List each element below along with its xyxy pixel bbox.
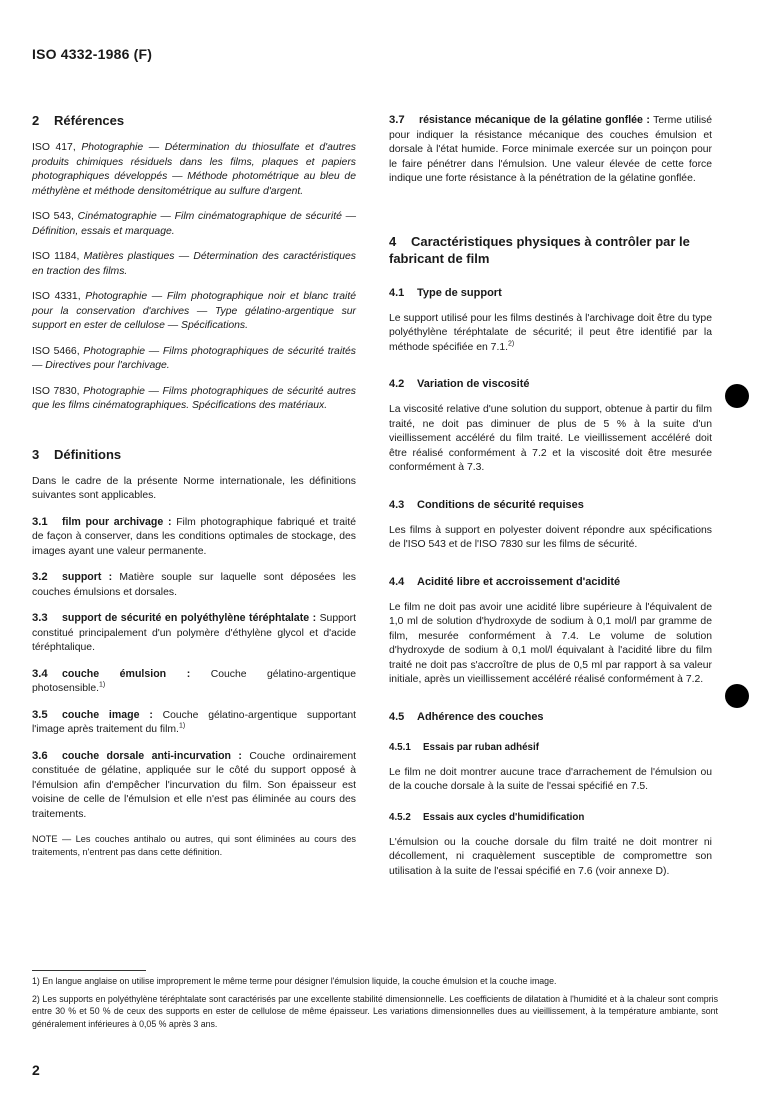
subsection-4-1-text: Le support utilisé pour les films destinés à l'archivage doit être du type polyéthylène téréphtalate de sécurité; il peut être identifié par la méthode spécifiée en 7.1.$^{2)}$: [389, 312, 712, 353]
section-number: 2: [32, 113, 40, 128]
subsection-4-3-heading: 4.3 Conditions de sécurité requises: [389, 498, 584, 511]
definition-3-5: 3.5 couche image : Couche gélatino-argentique supportant l'image après traitement du film.$^{1)}$: [32, 708, 357, 735]
definitions-intro: Dans le cadre de la présente Norme internationale, les définitions suivantes sont applicables.: [32, 475, 356, 501]
reference-iso-4331: ISO 4331, Photographie — Film photographique noir et blanc traité pour la conservation d'archives — Type gélatino-argentique sur support en ester de cellulose — Spécifications.: [32, 291, 356, 331]
definition-3-2: 3.2 support : Matière souple sur laquelle sont déposées les couches émulsions et dorsales.: [32, 571, 356, 598]
reference-iso-7830: ISO 7830, Photographie — Films photographiques de sécurité autres que les films cinématographiques. Spécifications des matériaux.: [32, 385, 356, 411]
page-header: ISO 4332-1986 (F): [32, 46, 153, 62]
definition-3-3: 3.3 support de sécurité en polyéthylène téréphtalate : Support constitué principalement d'un polymère d'éthylène glycol et d'acide téréphtalique.: [32, 612, 357, 653]
reference-iso-543: ISO 543, Cinématographie — Film cinématographique de sécurité — Définition, essais et marquage.: [32, 211, 356, 237]
footnote-2: 2) Les supports en polyéthylène téréphtalate sont caractérisés par une excellente stabilité dimensionnelle. Les coefficients de dilatation à l'humidité et à la chaleur sont compris entre 30 % et 50 % de ceux des supports en ester de cellulose de même épaisseur. Les variations dimensionnelles dues au vieillissement, à la température ambiante, sont généralement inférieures à 0,05 % après 3 ans.: [32, 993, 718, 1029]
reference-iso-5466: ISO 5466, Photographie — Films photographiques de sécurité traités — Directives pour l'archivage.: [32, 345, 356, 371]
subsection-4-2-text: La viscosité relative d'une solution du support, obtenue à partir du film traité, ne doit pas diminuer de plus de 5 % à la suite d'un vieillissement accéléré du film traité. Le vieillissement accéléré doit être réalisé conformément à 7.2 et la viscosité doit être mesurée conformément à 7.3.: [389, 404, 712, 473]
reference-iso-1184: ISO 1184, Matières plastiques — Détermination des caractéristiques en traction des films.: [32, 251, 356, 277]
subsection-4-5-heading: 4.5 Adhérence des couches: [389, 710, 544, 723]
definition-note: NOTE — Les couches antihalo ou autres, qui sont éliminées au cours des traitements, n'entrent pas dans cette définition.: [32, 834, 356, 857]
footnote-ref: 2): [508, 340, 515, 348]
subsection-4-3-text: Les films à support en polyester doivent répondre aux spécifications de l'ISO 543 et de l'ISO 7830 sur les films de sécurité.: [389, 524, 712, 550]
subsection-4-2-heading: 4.2 Variation de viscosité: [389, 378, 530, 390]
subsection-4-5-2-heading: 4.5.2 Essais aux cycles d'humidification: [389, 811, 585, 823]
section-number: 4: [389, 233, 397, 249]
footnotes: [32, 975, 718, 1035]
margin-bullet-marker: [725, 384, 749, 408]
section-4-heading: [389, 233, 712, 267]
footnote-divider: [32, 970, 146, 971]
definition-3-7: 3.7 résistance mécanique de la gélatine gonflée : Terme utilisé pour indiquer la résistance mécanique des couches émulsion et dorsale à l'état humide. Force minimale exercée sur un poinçon pour le faire pénétrer dans l'émulsion. Une valeur élevée de cette force indique une forte résistance à la pénétration de la gélatine gonflée.: [389, 114, 712, 184]
section-3-heading: [32, 447, 356, 463]
footnote-ref: 1): [178, 722, 186, 730]
subsection-4-5-1-heading: 4.5.1 Essais par ruban adhésif: [389, 741, 539, 753]
right-column: [389, 113, 712, 879]
footnote-ref: 1): [99, 681, 106, 689]
reference-iso-417: ISO 417, Photographie — Détermination du thiosulfate et d'autres produits chimiques résiduels dans les films, plaques et papiers photographiques développés — Méthode photométrique au bleu de méthylène et méthode densitométrique au sulfure d'argent.: [32, 142, 356, 197]
section-number: 3: [32, 446, 40, 462]
page-number: 2: [32, 1062, 40, 1078]
left-column: [32, 113, 356, 859]
definition-3-6: 3.6 couche dorsale anti-incurvation : Couche ordinairement constituée de gélatine, appliquée sur le côté du support opposé à l'émulsion afin d'empêcher l'incurvation du film. Son épaisseur est voisine de celle de l'émulsion et elle n'est pas éliminée au cours des traitements.: [32, 749, 357, 820]
subsection-4-5-2-text: L'émulsion ou la couche dorsale du film traité ne doit montrer ni décollement, ni craquèlement susceptible de compromettre son utilisation à la suite de l'essai spécifié en 7.6 (voir annexe D).: [389, 836, 712, 877]
section-title: Définitions: [54, 446, 122, 462]
subsection-4-5-1-text: Le film ne doit montrer aucune trace d'arrachement de l'émulsion ou de la couche dorsale à la suite de l'essai spécifié en 7.5.: [389, 766, 712, 792]
footnote-1: 1) En langue anglaise on utilise improprement le même terme pour désigner l'émulsion liquide, la couche émulsion et la couche image.: [32, 976, 557, 986]
subsection-4-4-text: Le film ne doit pas avoir une acidité libre supérieure à l'équivalent de 1,0 ml de solution d'hydroxyde de sodium à 0,1 mol/l par gramme de film, mesurée conformément à 7.4. Le volume de solution d'hydroxyde de sodium à 0,1 mol/l équivalant à l'acidité libre du film traité ne doit pas s'accroître de plus de 0,5 ml par rapport à sa valeur initiale, après un vieillissement accéléré réalisé conformément à 7.2.: [389, 601, 712, 685]
section-title: Caractéristiques physiques à contrôler par le fabricant de film: [389, 233, 690, 266]
margin-bullet-marker: [725, 684, 749, 708]
subsection-4-1-heading: 4.1 Type de support: [389, 286, 502, 299]
section-title: Références: [54, 113, 125, 128]
subsection-4-4-heading: 4.4 Acidité libre et accroissement d'acidité: [389, 575, 621, 588]
definition-3-1: 3.1 film pour archivage : Film photographique fabriqué et traité de façon à conserver, dans les conditions optimales de stockage, des images ayant une valeur permanente.: [32, 515, 356, 557]
definition-3-4: 3.4 couche émulsion : Couche gélatino-argentique photosensible.$^{1)}$: [32, 667, 356, 694]
section-2-heading: [32, 113, 356, 129]
